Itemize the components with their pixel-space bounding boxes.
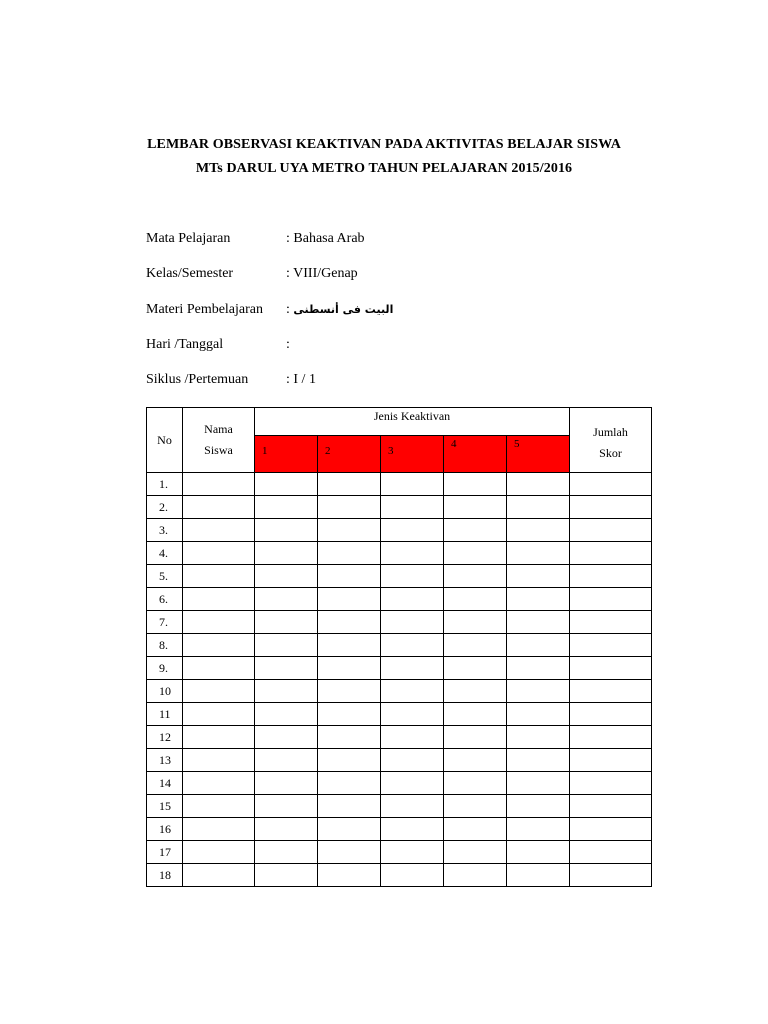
activity-cell xyxy=(507,818,570,841)
activity-cell xyxy=(318,588,381,611)
row-number-cell: 13 xyxy=(147,749,183,772)
activity-cell xyxy=(381,496,444,519)
row-number-cell: 18 xyxy=(147,864,183,887)
activity-cell xyxy=(318,818,381,841)
activity-number-cell xyxy=(507,436,570,473)
activity-cell xyxy=(507,841,570,864)
activity-cell xyxy=(444,634,507,657)
activity-cell xyxy=(255,772,318,795)
activity-cell xyxy=(255,841,318,864)
activity-cell xyxy=(255,680,318,703)
header-nama-line1: Nama xyxy=(204,422,233,436)
nama-cell xyxy=(183,611,255,634)
jumlah-cell xyxy=(570,680,652,703)
activity-cell xyxy=(381,634,444,657)
activity-cell xyxy=(507,542,570,565)
info-value: : I / 1 xyxy=(286,372,316,387)
activity-number-cell xyxy=(444,436,507,473)
info-label: Hari /Tanggal xyxy=(146,337,224,352)
activity-number: 5 xyxy=(514,438,520,450)
nama-cell xyxy=(183,496,255,519)
jumlah-cell xyxy=(570,634,652,657)
document-title-line-2: MTs DARUL UYA METRO TAHUN PELAJARAN 2015/2016 xyxy=(195,161,573,176)
activity-cell xyxy=(381,703,444,726)
activity-cell xyxy=(444,795,507,818)
activity-cell xyxy=(381,841,444,864)
activity-cell xyxy=(444,680,507,703)
activity-cell xyxy=(381,818,444,841)
activity-cell xyxy=(255,818,318,841)
table-row xyxy=(147,542,652,565)
activity-number-cell xyxy=(318,436,381,473)
activity-cell xyxy=(507,496,570,519)
row-number-cell: 16 xyxy=(147,818,183,841)
activity-number: 4 xyxy=(451,438,457,450)
header-no: No xyxy=(147,408,183,473)
jumlah-cell xyxy=(570,588,652,611)
activity-cell xyxy=(255,542,318,565)
jumlah-cell xyxy=(570,841,652,864)
activity-cell xyxy=(255,795,318,818)
nama-cell xyxy=(183,542,255,565)
jumlah-cell xyxy=(570,611,652,634)
nama-cell xyxy=(183,749,255,772)
activity-cell xyxy=(255,864,318,887)
activity-cell xyxy=(507,795,570,818)
info-value: : xyxy=(286,337,290,352)
row-number-cell: 12 xyxy=(147,726,183,749)
activity-number-cell xyxy=(255,436,318,473)
row-number-cell: 11 xyxy=(147,703,183,726)
activity-number: 2 xyxy=(325,445,331,457)
activity-cell xyxy=(444,542,507,565)
header-jumlah-line2: Skor xyxy=(599,446,622,460)
table-row xyxy=(147,519,652,542)
row-number-cell: 9. xyxy=(147,657,183,680)
nama-cell xyxy=(183,565,255,588)
jumlah-cell xyxy=(570,864,652,887)
activity-cell xyxy=(444,496,507,519)
jumlah-cell xyxy=(570,542,652,565)
activity-cell xyxy=(381,611,444,634)
activity-cell xyxy=(381,519,444,542)
activity-cell xyxy=(444,473,507,496)
row-number-cell: 8. xyxy=(147,634,183,657)
activity-cell xyxy=(444,818,507,841)
nama-cell xyxy=(183,818,255,841)
table-row xyxy=(147,634,652,657)
row-number-cell: 14 xyxy=(147,772,183,795)
header-nama-line2: Siswa xyxy=(204,443,233,457)
table-body xyxy=(147,473,652,887)
activity-number-cell xyxy=(381,436,444,473)
activity-cell xyxy=(507,519,570,542)
activity-cell xyxy=(381,749,444,772)
nama-cell xyxy=(183,473,255,496)
activity-cell xyxy=(444,703,507,726)
activity-cell xyxy=(255,703,318,726)
activity-cell xyxy=(381,657,444,680)
info-label: Siklus /Pertemuan xyxy=(146,372,249,387)
activity-cell xyxy=(318,611,381,634)
nama-cell xyxy=(183,841,255,864)
activity-cell xyxy=(318,726,381,749)
activity-cell xyxy=(507,680,570,703)
activity-cell xyxy=(507,864,570,887)
table-row xyxy=(147,795,652,818)
activity-cell xyxy=(381,542,444,565)
row-number-cell: 10 xyxy=(147,680,183,703)
table-row xyxy=(147,864,652,887)
nama-cell xyxy=(183,519,255,542)
activity-cell xyxy=(255,496,318,519)
table-row xyxy=(147,749,652,772)
table-row xyxy=(147,680,652,703)
table-row xyxy=(147,565,652,588)
activity-cell xyxy=(255,565,318,588)
activity-cell xyxy=(318,749,381,772)
activity-cell xyxy=(255,726,318,749)
info-value: : VIII/Genap xyxy=(286,266,358,281)
row-number-cell: 7. xyxy=(147,611,183,634)
activity-cell xyxy=(381,588,444,611)
activity-cell xyxy=(444,657,507,680)
observation-table xyxy=(146,407,652,887)
nama-cell xyxy=(183,726,255,749)
activity-cell xyxy=(255,473,318,496)
activity-cell xyxy=(381,473,444,496)
document-title-line-1: LEMBAR OBSERVASI KEAKTIVAN PADA AKTIVITAS BELAJAR SISWA xyxy=(147,137,621,152)
activity-cell xyxy=(444,726,507,749)
activity-cell xyxy=(381,772,444,795)
activity-cell xyxy=(318,841,381,864)
activity-cell xyxy=(255,588,318,611)
nama-cell xyxy=(183,795,255,818)
activity-cell xyxy=(444,864,507,887)
header-jumlah-skor xyxy=(570,408,652,473)
jumlah-cell xyxy=(570,657,652,680)
activity-cell xyxy=(255,749,318,772)
activity-cell xyxy=(444,588,507,611)
activity-cell xyxy=(444,749,507,772)
jumlah-cell xyxy=(570,726,652,749)
activity-cell xyxy=(507,703,570,726)
activity-cell xyxy=(444,772,507,795)
activity-cell xyxy=(381,565,444,588)
activity-cell xyxy=(318,496,381,519)
table-row xyxy=(147,588,652,611)
activity-cell xyxy=(381,680,444,703)
activity-number: 1 xyxy=(262,445,268,457)
jumlah-cell xyxy=(570,519,652,542)
table-header-row xyxy=(147,408,652,436)
activity-cell xyxy=(507,772,570,795)
activity-cell xyxy=(318,772,381,795)
activity-cell xyxy=(318,634,381,657)
header-jenis-keaktivan: Jenis Keaktivan xyxy=(255,408,570,436)
jumlah-cell xyxy=(570,496,652,519)
activity-cell xyxy=(507,473,570,496)
row-number-cell: 3. xyxy=(147,519,183,542)
activity-cell xyxy=(381,795,444,818)
activity-cell xyxy=(318,864,381,887)
activity-cell xyxy=(318,565,381,588)
info-value xyxy=(286,302,393,318)
activity-cell xyxy=(318,703,381,726)
activity-cell xyxy=(507,634,570,657)
table-row xyxy=(147,772,652,795)
jumlah-cell xyxy=(570,772,652,795)
activity-cell xyxy=(507,726,570,749)
jumlah-cell xyxy=(570,565,652,588)
table-row xyxy=(147,726,652,749)
header-nama-siswa xyxy=(183,408,255,473)
activity-cell xyxy=(318,680,381,703)
activity-cell xyxy=(444,841,507,864)
nama-cell xyxy=(183,657,255,680)
activity-cell xyxy=(318,519,381,542)
info-value: : Bahasa Arab xyxy=(286,231,365,246)
jumlah-cell xyxy=(570,795,652,818)
jumlah-cell xyxy=(570,818,652,841)
activity-cell xyxy=(318,542,381,565)
table-row xyxy=(147,818,652,841)
nama-cell xyxy=(183,703,255,726)
activity-cell xyxy=(444,519,507,542)
info-label: Mata Pelajaran xyxy=(146,231,231,246)
activity-cell xyxy=(507,588,570,611)
row-number-cell: 6. xyxy=(147,588,183,611)
activity-cell xyxy=(507,657,570,680)
info-label: Materi Pembelajaran xyxy=(146,302,264,317)
nama-cell xyxy=(183,772,255,795)
row-number-cell: 5. xyxy=(147,565,183,588)
table-row xyxy=(147,496,652,519)
row-number-cell: 17 xyxy=(147,841,183,864)
activity-cell xyxy=(255,634,318,657)
nama-cell xyxy=(183,588,255,611)
info-value-colon: : xyxy=(286,302,290,317)
activity-cell xyxy=(444,565,507,588)
jumlah-cell xyxy=(570,703,652,726)
nama-cell xyxy=(183,864,255,887)
activity-cell xyxy=(381,726,444,749)
activity-cell xyxy=(255,519,318,542)
table-row xyxy=(147,703,652,726)
nama-cell xyxy=(183,680,255,703)
info-label: Kelas/Semester xyxy=(146,266,234,281)
jumlah-cell xyxy=(570,749,652,772)
header-jumlah-line1: Jumlah xyxy=(593,425,628,439)
row-number-cell: 4. xyxy=(147,542,183,565)
activity-cell xyxy=(507,749,570,772)
activity-cell xyxy=(381,864,444,887)
activity-cell xyxy=(507,611,570,634)
activity-cell xyxy=(318,473,381,496)
row-number-cell: 1. xyxy=(147,473,183,496)
table-row xyxy=(147,841,652,864)
table-row xyxy=(147,473,652,496)
activity-number: 3 xyxy=(388,445,394,457)
activity-cell xyxy=(255,611,318,634)
activity-cell xyxy=(507,565,570,588)
activity-cell xyxy=(444,611,507,634)
info-value-arabic: البيت فى أنسطنى xyxy=(293,303,394,316)
table-row xyxy=(147,611,652,634)
table-row xyxy=(147,657,652,680)
activity-cell xyxy=(318,657,381,680)
activity-cell xyxy=(318,795,381,818)
row-number-cell: 15 xyxy=(147,795,183,818)
activity-cell xyxy=(255,657,318,680)
nama-cell xyxy=(183,634,255,657)
jumlah-cell xyxy=(570,473,652,496)
row-number-cell: 2. xyxy=(147,496,183,519)
